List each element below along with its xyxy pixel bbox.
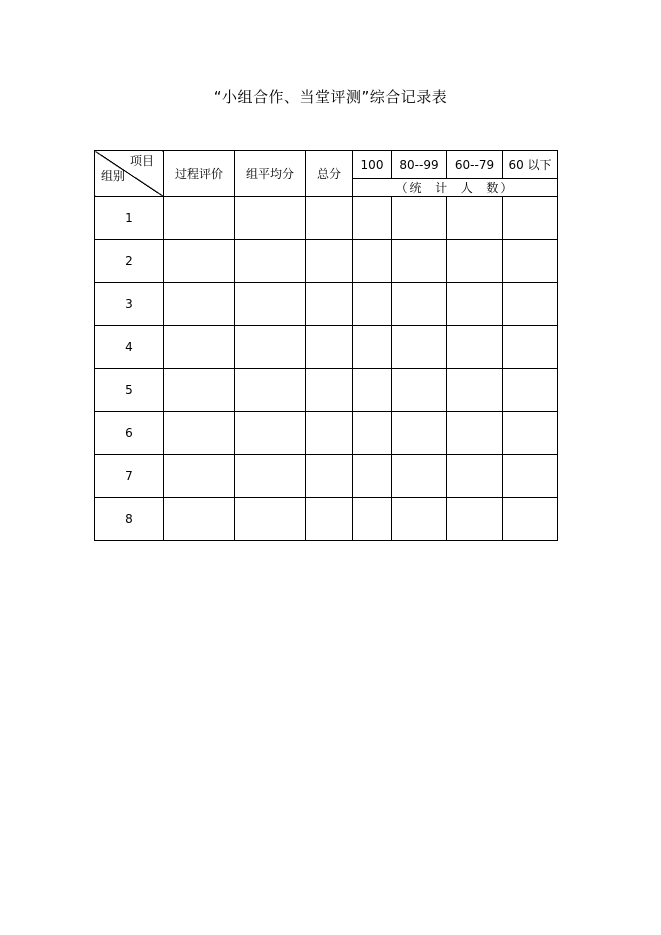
count-100-cell — [353, 326, 392, 369]
group-average-cell — [235, 455, 306, 498]
table-row — [95, 498, 558, 541]
process-evaluation-cell — [164, 240, 235, 283]
count-80-99-cell — [392, 369, 447, 412]
group-number: 8 — [95, 498, 164, 541]
group-average-cell — [235, 369, 306, 412]
group-header: 组别 — [101, 169, 126, 183]
score-range-below-60: 60 以下 — [503, 151, 558, 179]
count-100-cell — [353, 197, 392, 240]
group-average-cell — [235, 412, 306, 455]
diagonal-header-cell — [95, 151, 164, 197]
group-number: 4 — [95, 326, 164, 369]
count-80-99-cell — [392, 240, 447, 283]
process-evaluation-cell — [164, 197, 235, 240]
group-number: 2 — [95, 240, 164, 283]
count-below-60-cell — [503, 498, 558, 541]
table-row — [95, 283, 558, 326]
group-average-cell — [235, 326, 306, 369]
table-row — [95, 326, 558, 369]
group-average-cell — [235, 283, 306, 326]
count-100-cell — [353, 283, 392, 326]
header-row — [95, 151, 558, 179]
count-100-cell — [353, 369, 392, 412]
count-60-79-cell — [447, 240, 503, 283]
group-number: 5 — [95, 369, 164, 412]
group-number: 1 — [95, 197, 164, 240]
table-row — [95, 369, 558, 412]
group-average-cell — [235, 498, 306, 541]
group-average-header: 组平均分 — [235, 151, 306, 197]
count-60-79-cell — [447, 455, 503, 498]
count-below-60-cell — [503, 369, 558, 412]
count-80-99-cell — [392, 283, 447, 326]
count-100-cell — [353, 240, 392, 283]
process-evaluation-header: 过程评价 — [164, 151, 235, 197]
count-60-79-cell — [447, 412, 503, 455]
table-row — [95, 240, 558, 283]
total-score-cell — [306, 498, 353, 541]
count-80-99-cell — [392, 498, 447, 541]
group-average-cell — [235, 197, 306, 240]
count-80-99-cell — [392, 412, 447, 455]
group-number: 7 — [95, 455, 164, 498]
total-score-cell — [306, 240, 353, 283]
count-below-60-cell — [503, 197, 558, 240]
group-number: 6 — [95, 412, 164, 455]
process-evaluation-cell — [164, 455, 235, 498]
process-evaluation-cell — [164, 369, 235, 412]
table-row — [95, 455, 558, 498]
count-100-cell — [353, 455, 392, 498]
count-below-60-cell — [503, 455, 558, 498]
count-60-79-cell — [447, 283, 503, 326]
count-80-99-cell — [392, 326, 447, 369]
count-below-60-cell — [503, 326, 558, 369]
table-row — [95, 197, 558, 240]
table-row — [95, 412, 558, 455]
score-range-60-79: 60--79 — [447, 151, 503, 179]
count-below-60-cell — [503, 240, 558, 283]
count-60-79-cell — [447, 197, 503, 240]
total-score-cell — [306, 283, 353, 326]
score-range-100: 100 — [353, 151, 392, 179]
total-score-cell — [306, 455, 353, 498]
total-score-header: 总分 — [306, 151, 353, 197]
count-60-79-cell — [447, 326, 503, 369]
process-evaluation-cell — [164, 326, 235, 369]
total-score-cell — [306, 326, 353, 369]
count-100-cell — [353, 498, 392, 541]
count-60-79-cell — [447, 369, 503, 412]
total-score-cell — [306, 412, 353, 455]
total-score-cell — [306, 369, 353, 412]
score-range-80-99: 80--99 — [392, 151, 447, 179]
count-80-99-cell — [392, 455, 447, 498]
process-evaluation-cell — [164, 412, 235, 455]
count-80-99-cell — [392, 197, 447, 240]
count-100-cell — [353, 412, 392, 455]
item-header: 项目 — [129, 154, 154, 168]
record-table — [94, 150, 558, 541]
group-average-cell — [235, 240, 306, 283]
process-evaluation-cell — [164, 498, 235, 541]
count-60-79-cell — [447, 498, 503, 541]
statistics-count-label: （统 计 人 数） — [353, 179, 558, 197]
total-score-cell — [306, 197, 353, 240]
page-title: “小组合作、当堂评测”综合记录表 — [213, 88, 448, 106]
count-below-60-cell — [503, 412, 558, 455]
count-below-60-cell — [503, 283, 558, 326]
group-number: 3 — [95, 283, 164, 326]
process-evaluation-cell — [164, 283, 235, 326]
